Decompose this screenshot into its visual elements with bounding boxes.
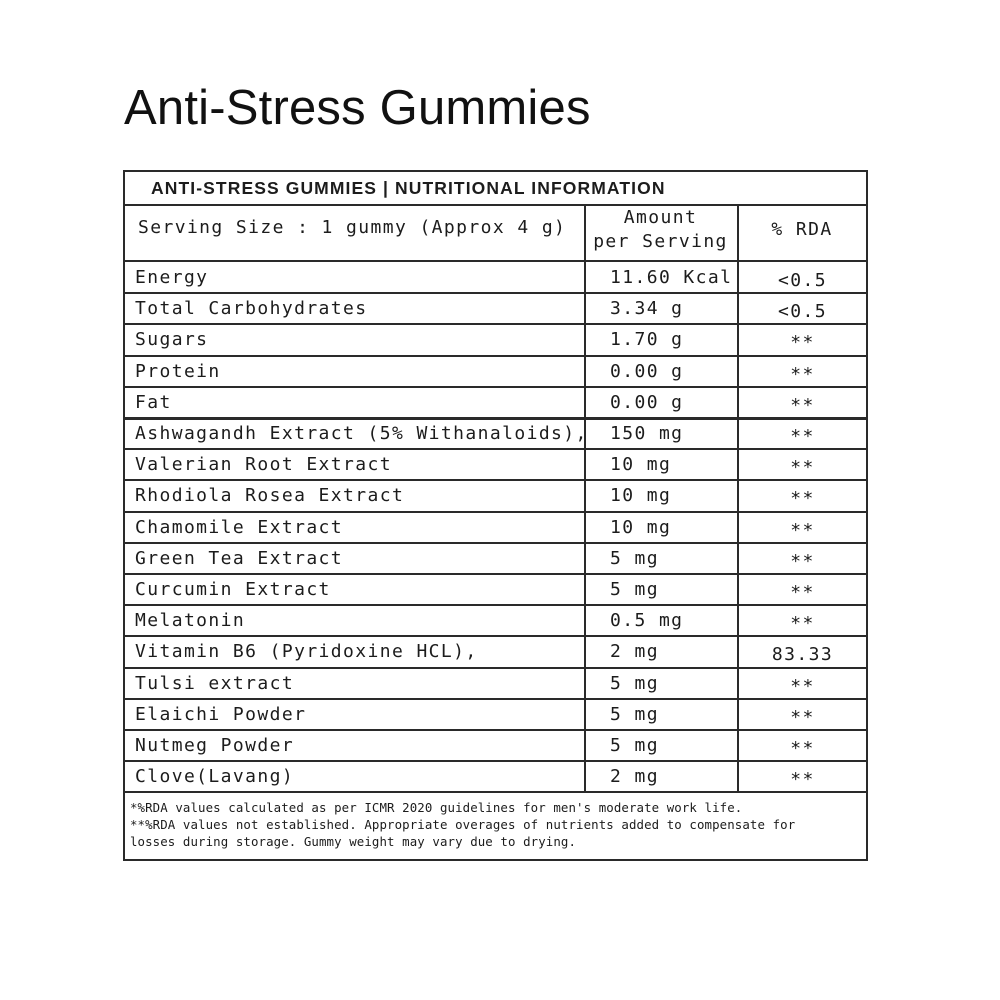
nutrient-rda: ** [790, 769, 815, 791]
nutrient-name: Elaichi Powder [135, 703, 307, 725]
row-divider [125, 791, 866, 793]
nutrient-amount: 10 mg [610, 516, 672, 538]
row-divider [125, 635, 866, 637]
nutrient-name: Tulsi extract [135, 672, 295, 694]
nutrient-rda: ** [790, 457, 815, 479]
nutrient-name: Protein [135, 360, 221, 382]
table-header-title: ANTI-STRESS GUMMIES | NUTRITIONAL INFORMATION [151, 178, 666, 198]
row-divider [125, 386, 866, 388]
nutrient-name: Total Carbohydrates [135, 298, 368, 320]
nutrient-rda: ** [790, 738, 815, 759]
row-divider [125, 417, 866, 420]
nutrient-name: Sugars [135, 329, 209, 351]
footnote-line: **%RDA values not established. Appropriate overages of nutrients added to compensate for [130, 817, 796, 833]
nutrient-name: Curcumin Extract [135, 579, 331, 600]
nutrient-rda: <0.5 [778, 301, 827, 323]
row-divider [125, 760, 866, 762]
nutrient-rda: ** [790, 394, 815, 416]
nutrient-name: Vitamin B6 (Pyridoxine HCL), [135, 641, 478, 663]
nutrient-rda: ** [790, 706, 815, 728]
row-divider [125, 729, 866, 731]
amount-column-header-line1: Amount [623, 207, 698, 228]
page-title: Anti-Stress Gummies [124, 81, 591, 135]
nutrient-amount: 10 mg [610, 485, 672, 507]
nutrient-rda: ** [790, 675, 815, 697]
nutrient-amount: 11.60 Kcal [610, 267, 733, 288]
row-divider [125, 292, 866, 294]
nutrient-name: Nutmeg Powder [135, 735, 295, 756]
nutrient-name: Melatonin [135, 610, 246, 632]
nutrient-amount: 0.5 mg [610, 610, 684, 632]
nutrient-name: Green Tea Extract [135, 547, 344, 569]
row-divider [125, 667, 866, 669]
row-divider [125, 698, 866, 700]
row-divider [125, 323, 866, 325]
nutrient-rda: <0.5 [778, 270, 827, 291]
header-divider [125, 260, 866, 262]
row-divider [125, 355, 866, 357]
nutrient-rda: ** [790, 613, 815, 635]
nutrient-amount: 3.34 g [610, 298, 684, 320]
nutrient-rda: ** [790, 363, 815, 385]
nutrient-rda: ** [790, 332, 815, 354]
nutrient-amount: 0.00 g [610, 360, 684, 382]
row-divider [125, 604, 866, 606]
nutrient-rda: ** [790, 519, 815, 541]
nutrient-rda: ** [790, 550, 815, 572]
nutrient-name: Ashwagandh Extract (5% Withanaloids), [135, 423, 588, 444]
row-divider [125, 479, 866, 481]
nutrient-name: Clove(Lavang) [135, 766, 295, 788]
nutrient-amount: 2 mg [610, 766, 659, 788]
amount-column-header-line2: per Serving [593, 231, 728, 252]
nutrient-name: Fat [135, 391, 172, 413]
nutrient-amount: 0.00 g [610, 391, 684, 413]
nutrient-name: Valerian Root Extract [135, 454, 392, 476]
nutrient-amount: 2 mg [610, 641, 659, 663]
nutrient-rda: ** [790, 582, 815, 603]
nutrient-amount: 5 mg [610, 735, 659, 756]
nutrient-amount: 5 mg [610, 672, 659, 694]
nutrient-name: Energy [135, 267, 209, 288]
nutrient-amount: 1.70 g [610, 329, 684, 351]
row-divider [125, 511, 866, 513]
footnote-line: *%RDA values calculated as per ICMR 2020 guidelines for men's moderate work life. [130, 800, 743, 816]
nutrient-rda: ** [790, 488, 815, 510]
row-divider [125, 448, 866, 450]
row-divider [125, 573, 866, 575]
nutrient-rda: 83.33 [771, 644, 834, 666]
nutrient-amount: 5 mg [610, 703, 659, 725]
footnote-line: losses during storage. Gummy weight may vary due to drying. [130, 834, 577, 850]
nutrient-amount: 5 mg [610, 579, 659, 600]
table-header [125, 172, 866, 206]
nutrient-amount: 150 mg [610, 423, 684, 444]
row-divider [125, 542, 866, 544]
nutrient-name: Rhodiola Rosea Extract [135, 485, 405, 507]
nutrient-amount: 5 mg [610, 547, 659, 569]
nutrient-rda: ** [790, 426, 815, 447]
nutrition-table [123, 170, 868, 861]
rda-column-header: % RDA [771, 219, 833, 240]
serving-size-label: Serving Size : 1 gummy (Approx 4 g) [138, 217, 567, 238]
nutrient-amount: 10 mg [610, 454, 672, 476]
nutrient-name: Chamomile Extract [135, 516, 344, 538]
